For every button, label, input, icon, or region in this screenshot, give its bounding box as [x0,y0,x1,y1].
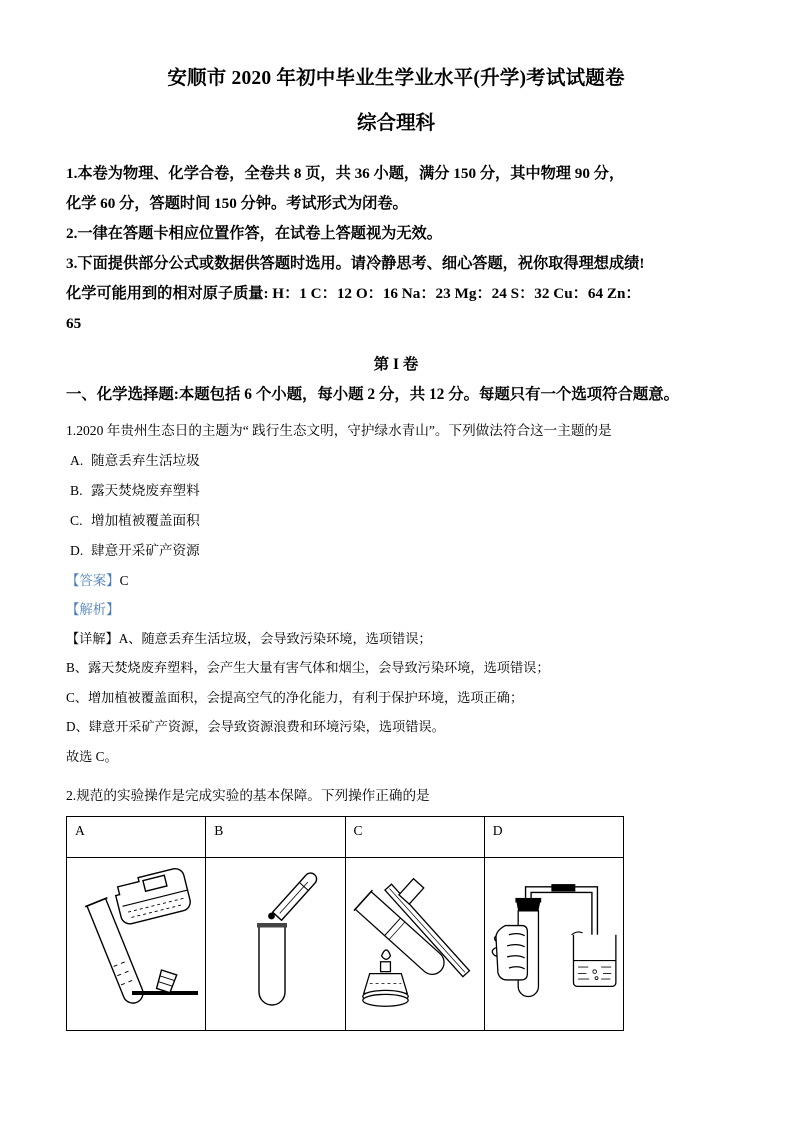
option-header-c: C [345,817,484,858]
page-subtitle: 综合理科 [356,113,435,135]
detail-conclusion: 故选 C。 [66,748,118,764]
option-d-text: 肆意开采矿产资源 [91,542,200,558]
option-figure-cell-d [484,858,623,1031]
instruction-line-1: 1.本卷为物理、化学合卷，全卷共 8 页，共 36 小题，满分 150 分，其中物理 90 分， [66,164,625,182]
relative-atomic-mass-line: 化学可能用到的相对原子质量: H：1 C：12 O：16 Na：23 Mg：24 S：32 Cu：64 Zn： [66,284,641,302]
detail-tag: 【详解】 [66,630,119,646]
answer-value: C [119,572,129,588]
section-heading: 一、化学选择题:本题包括 6 个小题，每小题 2 分，共 12 分。每题只有一个选项符合题意。 [66,385,680,403]
instruction-line-2: 化学 60 分，答题时间 150 分钟。考试形式为闭卷。 [66,194,408,212]
detail-text-a: A、随意丢弃生活垃圾，会导致污染环境，选项错误； [118,630,432,646]
question-1-option-a [66,446,726,476]
detail-line-a [66,624,726,654]
detail-line-c: C、增加植被覆盖面积，会提高空气的净化能力，有利于保护环境，选项正确； [66,689,524,705]
detail-line-d: D、肆意开采矿产资源，会导致资源浪费和环境污染，选项错误。 [66,719,445,734]
option-header-d: D [484,817,623,858]
table-row-figures [67,858,624,1031]
option-figure-cell-a [67,858,206,1031]
option-c-text: 增加植被覆盖面积 [91,512,200,528]
question-1-option-c [66,506,726,536]
option-a-text: 随意丢弃生活垃圾 [91,452,200,468]
question-1-option-d [66,536,726,566]
question-1-stem: 1.2020 年贵州生态日的主题为“ 践行生态文明，守护绿水青山”。下列做法符合这一主题的是 [66,422,612,438]
instruction-line-3: 2.一律在答题卡相应位置作答，在试卷上答题视为无效。 [66,224,442,242]
detail-line-b: B、露天焚烧废弃塑料，会产生大量有害气体和烟尘，会导致污染环境，选项错误； [66,660,550,675]
option-d-letter: D. [70,542,84,558]
analysis-tag: 【解析】 [66,601,120,617]
page-content [66,0,726,1031]
table-row-headers [67,817,624,858]
relative-atomic-mass-overflow: 65 [66,314,82,332]
option-figure-cell-c [345,858,484,1031]
option-b-text: 露天焚烧废弃塑料 [91,482,200,498]
option-header-a: A [67,817,206,858]
option-header-b: B [206,817,345,858]
question-2-stem: 2.规范的实验操作是完成实验的基本保障。下列操作正确的是 [66,788,430,803]
analysis-row [66,595,726,624]
instruction-line-4: 3.下面提供部分公式或数据供答题时选用。请冷静思考、细心答题，祝你取得理想成绩! [66,254,645,272]
question-2-options-table [66,816,624,1031]
instructions-block [66,159,726,339]
heating-test-tube-over-alcohol-lamp-figure [346,858,484,1030]
option-b-letter: B. [70,482,83,498]
volume-header: 第 I 卷 [373,355,419,373]
question-1-option-b [66,476,726,506]
pouring-liquid-into-test-tube-figure [67,858,205,1030]
page-title: 安顺市 2020 年初中毕业生学业水平(升学)考试试题卷 [167,68,625,89]
option-a-letter: A. [70,452,84,468]
option-figure-cell-b [206,858,345,1031]
answer-row [66,566,726,595]
answer-tag: 【答案】 [66,572,120,588]
option-c-letter: C. [70,512,83,528]
test-tube-with-dropper-figure [206,858,344,1030]
airtightness-check-apparatus-figure [485,858,623,1030]
